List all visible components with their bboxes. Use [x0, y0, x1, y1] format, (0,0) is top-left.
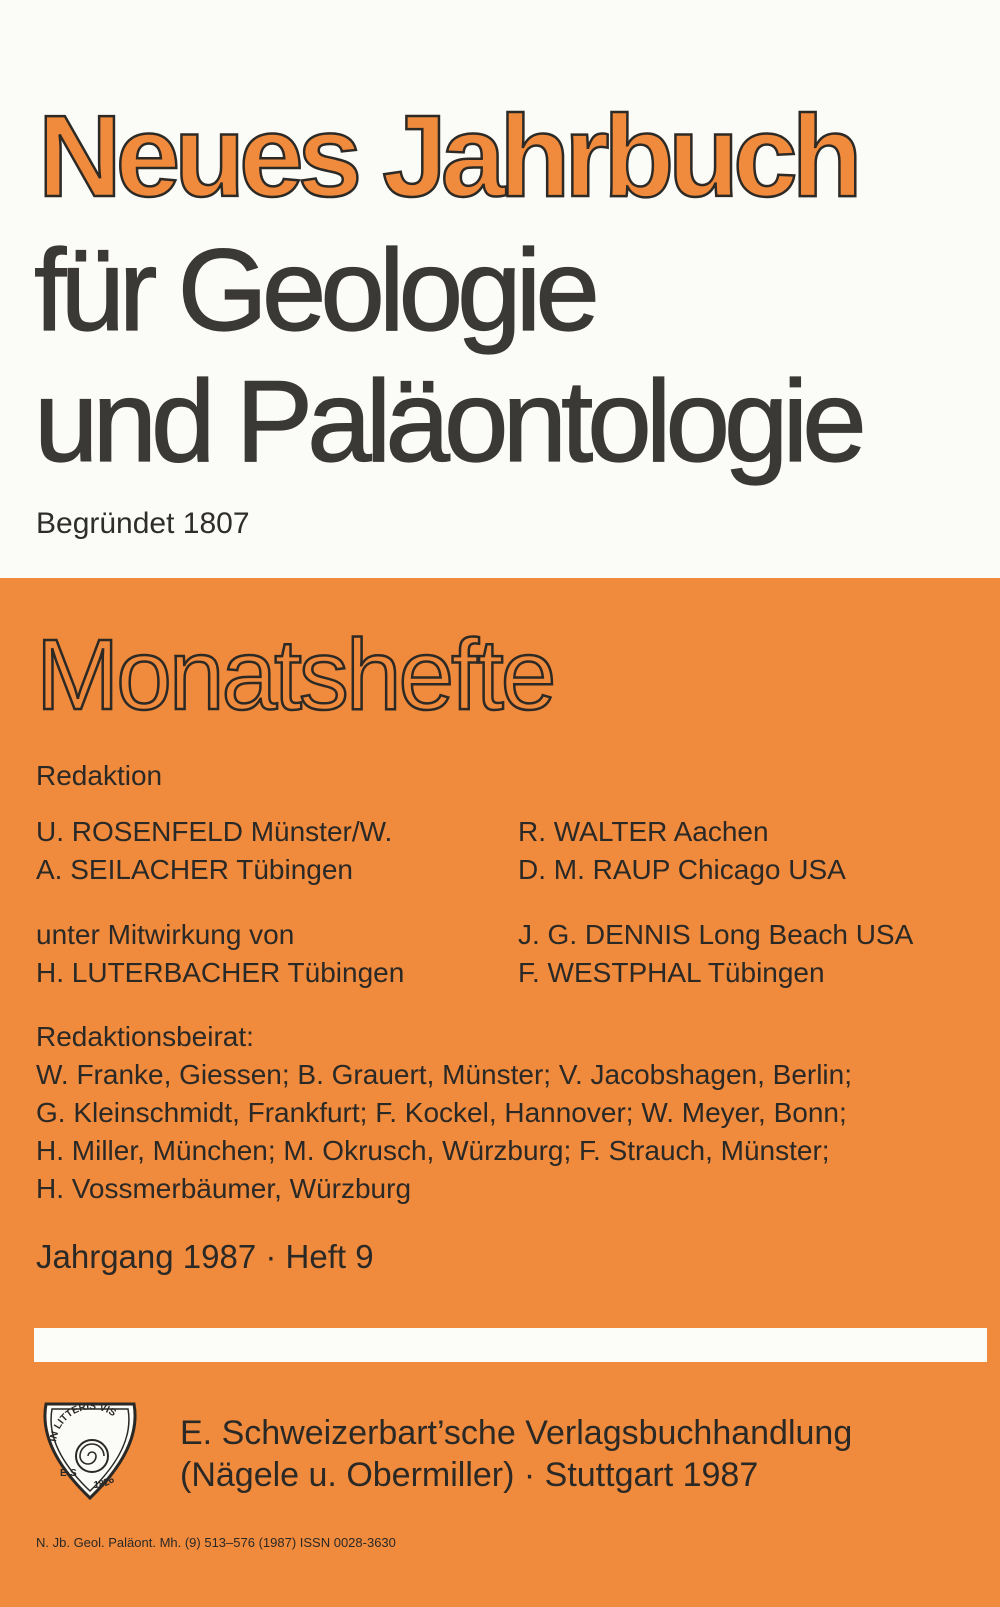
- editor-right-2: D. M. RAUP Chicago USA: [518, 854, 846, 885]
- issue-number: Jahrgang 1987 · Heft 9: [36, 1238, 374, 1275]
- journal-title-line-1: Neues Jahrbuch: [38, 91, 857, 221]
- assist-left-2: H. LUTERBACHER Tübingen: [36, 957, 405, 988]
- seal-year: 1826: [93, 1474, 117, 1492]
- board-line-4: H. Vossmerbäumer, Würzburg: [36, 1173, 412, 1204]
- publisher-line-2: (Nägele u. Obermiller) · Stuttgart 1987: [180, 1456, 759, 1494]
- assist-right-1: J. G. DENNIS Long Beach USA: [518, 919, 914, 950]
- board-heading: Redaktionsbeirat:: [36, 1021, 254, 1052]
- board-line-2: G. Kleinschmidt, Frankfurt; F. Kockel, Hannover; W. Meyer, Bonn;: [36, 1097, 847, 1128]
- publisher-line-1: E. Schweizerbart’sche Verlagsbuchhandlung: [180, 1414, 853, 1452]
- editor-right-1: R. WALTER Aachen: [518, 816, 769, 847]
- publisher-seal-icon: [32, 1390, 148, 1506]
- editor-left-1: U. ROSENFELD Münster/W.: [36, 816, 393, 847]
- assist-right-2: F. WESTPHAL Tübingen: [518, 957, 825, 988]
- assist-left-1: unter Mitwirkung von: [36, 919, 295, 950]
- cover-orange-panel: [0, 578, 1000, 1607]
- series-title: Monatshefte: [36, 619, 554, 731]
- board-line-3: H. Miller, München; M. Okrusch, Würzburg; F. Strauch, Münster;: [36, 1135, 830, 1166]
- editor-left-2: A. SEILACHER Tübingen: [36, 854, 353, 885]
- white-divider-bar: [34, 1328, 987, 1362]
- journal-title-line-2: für Geologie: [34, 225, 594, 355]
- board-line-1: W. Franke, Giessen; B. Grauert, Münster; V. Jacobshagen, Berlin;: [36, 1059, 853, 1090]
- seal-initials: E·S: [60, 1468, 77, 1479]
- seal-motto: IN LITTERIS VIS: [48, 1401, 118, 1443]
- founded-note: Begründet 1807: [36, 507, 250, 540]
- journal-title-line-3: und Paläontologie: [34, 356, 861, 486]
- citation-reference: N. Jb. Geol. Paläont. Mh. (9) 513–576 (1987) ISSN 0028-3630: [36, 1535, 396, 1550]
- editorial-heading: Redaktion: [36, 760, 163, 791]
